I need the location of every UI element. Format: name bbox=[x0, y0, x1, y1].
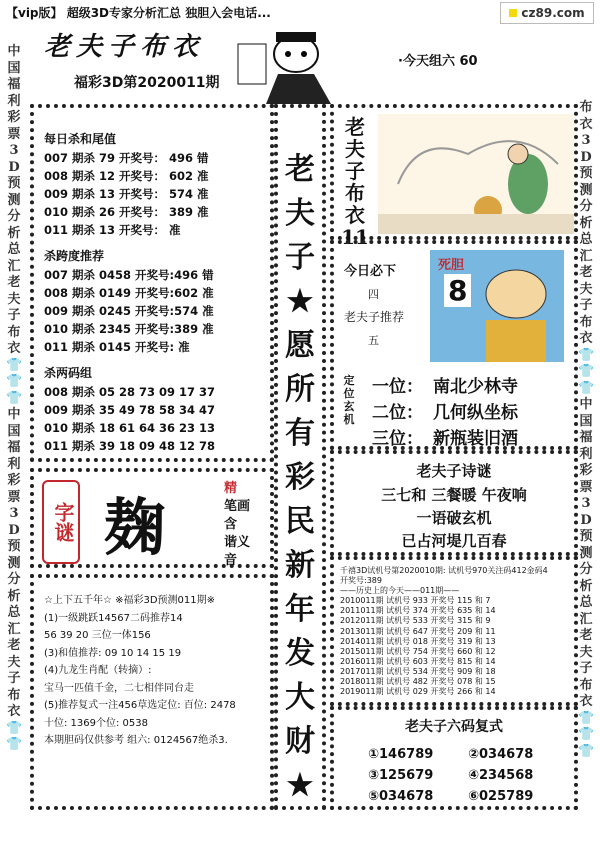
today-panel bbox=[330, 240, 578, 450]
side-char: 👕 bbox=[578, 380, 595, 396]
side-char: 彩 bbox=[7, 473, 21, 488]
history-block bbox=[340, 566, 548, 697]
side-char: 👕 bbox=[6, 737, 23, 752]
side-char: 子 bbox=[7, 671, 21, 686]
predict-line: (1)一级跳跃14567二码推荐14 bbox=[44, 612, 183, 624]
side-char: 3 bbox=[9, 143, 19, 158]
riddle-char: 麹 bbox=[104, 491, 167, 564]
side-char: 中 bbox=[7, 44, 21, 59]
side-char: 👕 bbox=[6, 390, 23, 406]
position-label bbox=[342, 374, 356, 426]
side-char: 析 bbox=[7, 225, 21, 241]
side-char: 子 bbox=[579, 298, 593, 313]
side-char: 国 bbox=[7, 423, 21, 439]
side-char: 👕 bbox=[578, 710, 595, 726]
side-char: 布 bbox=[579, 677, 593, 693]
side-char: 老 bbox=[579, 265, 593, 280]
position-label-char: 定 bbox=[343, 374, 355, 387]
combo-note: ·今天组六 60 bbox=[398, 54, 478, 69]
history-row: 2010011期 试机号 933 开奖号 115 和 7 bbox=[340, 596, 491, 606]
position-row bbox=[372, 400, 518, 426]
slogan-char: 大 bbox=[285, 680, 315, 715]
side-char: 👕 bbox=[578, 364, 595, 379]
history-rows bbox=[340, 596, 548, 697]
side-char: D bbox=[580, 149, 592, 165]
side-char: 子 bbox=[7, 308, 21, 323]
predict-panel bbox=[30, 574, 274, 810]
position-value: 几何纵坐标 bbox=[433, 403, 518, 423]
poem-panel bbox=[330, 450, 578, 556]
side-char: 👕 bbox=[6, 357, 23, 373]
sec2-title: 杀跨度推荐 bbox=[44, 249, 105, 263]
position-row bbox=[372, 374, 518, 400]
side-char: 3 bbox=[9, 506, 19, 521]
comic-scene-icon bbox=[378, 114, 574, 234]
recommend-val: 五 bbox=[368, 334, 379, 347]
position-label-char: 玄 bbox=[343, 400, 355, 413]
kill-row: 011 期杀 13 开奖号： 准 bbox=[44, 223, 181, 237]
predict-line: 宝马一匹值千金，二七相伴同台走 bbox=[44, 682, 194, 694]
side-char: D bbox=[8, 522, 20, 538]
history-head: 千禧3D试机号第2020010期: 试机号970关注码412金码4 bbox=[340, 566, 548, 575]
riddle-word: 精 bbox=[224, 481, 238, 496]
predict-line: (5)推荐复式一注456草选定位: 百位: 2478 bbox=[44, 700, 236, 711]
riddle-word: 谐 bbox=[224, 535, 238, 550]
side-char: 票 bbox=[579, 479, 593, 495]
cartoon-figure-icon bbox=[236, 24, 356, 104]
side-char: 测 bbox=[7, 555, 21, 571]
predict-list bbox=[44, 592, 236, 750]
slogan-char: 夫 bbox=[285, 196, 315, 231]
side-char: 预 bbox=[7, 539, 21, 554]
six-grid bbox=[368, 744, 568, 807]
side-char: 布 bbox=[579, 314, 593, 330]
riddle-words bbox=[224, 480, 250, 570]
side-char: 预 bbox=[579, 166, 593, 181]
side-char: 测 bbox=[7, 192, 21, 208]
span-row: 009 期杀 0245 开奖号:574 准 bbox=[44, 304, 214, 318]
side-char: D bbox=[8, 159, 20, 175]
position-label-char: 位 bbox=[343, 387, 355, 400]
predict-line: (3)和值推荐: 09 10 14 15 19 bbox=[44, 647, 182, 659]
left-side-text bbox=[6, 44, 22, 754]
position-value: 新瓶装旧酒 bbox=[433, 429, 518, 449]
history-row: 2014011期 试机号 018 开奖号 319 和 13 bbox=[340, 636, 496, 646]
side-char: 利 bbox=[7, 93, 21, 109]
predict-line: 十位: 1369个位: 0538 bbox=[44, 717, 148, 729]
kill-row: 008 期杀 12 开奖号： 602 准 bbox=[44, 169, 209, 183]
comic-title-char: 11 bbox=[341, 225, 369, 249]
history-row: 2019011期 试机号 029 开奖号 266 和 14 bbox=[340, 687, 496, 697]
span-row: 007 期杀 0458 开奖号:496 错 bbox=[44, 268, 214, 282]
side-char: 福 bbox=[579, 430, 593, 445]
side-char: D bbox=[580, 512, 592, 528]
side-char: 利 bbox=[7, 456, 21, 472]
center-slogan bbox=[278, 148, 322, 808]
riddle-word: 义 bbox=[237, 535, 251, 550]
logo-square-icon bbox=[509, 9, 517, 17]
side-char: 分 bbox=[7, 572, 21, 587]
position-key: 三位： bbox=[372, 429, 423, 449]
predict-line: 本期胆码仅供参考 组六: 0124567绝杀3. bbox=[44, 735, 228, 746]
history-row: 2011011期 试机号 374 开奖号 635 和 14 bbox=[340, 606, 496, 616]
side-char: 👕 bbox=[578, 347, 595, 363]
slogan-char: ★ bbox=[286, 768, 314, 803]
side-char: 中 bbox=[579, 397, 593, 412]
kill-row: 007 期杀 79 开奖号： 496 错 bbox=[44, 151, 209, 165]
side-char: 老 bbox=[7, 275, 21, 290]
side-char: 布 bbox=[579, 100, 593, 115]
riddle-word: 含 bbox=[224, 517, 238, 532]
poem-title: 老夫子诗谜 bbox=[416, 462, 492, 480]
history-row: 2016011期 试机号 603 开奖号 815 和 14 bbox=[340, 656, 496, 666]
side-char: 汇 bbox=[579, 248, 593, 264]
side-char: 分 bbox=[579, 562, 593, 577]
history-row: 2012011期 试机号 533 开奖号 315 和 9 bbox=[340, 616, 491, 626]
history-row: 2013011期 试机号 647 开奖号 209 和 11 bbox=[340, 626, 496, 636]
side-char: 利 bbox=[579, 446, 593, 462]
comic-title-char: 夫 bbox=[345, 137, 365, 161]
position-key: 二位： bbox=[372, 403, 423, 423]
poem-line: 已占河堤几百春 bbox=[401, 532, 507, 550]
side-char: 夫 bbox=[7, 291, 21, 307]
side-char: 夫 bbox=[7, 654, 21, 670]
position-rows bbox=[372, 374, 518, 452]
site-logo[interactable] bbox=[500, 2, 594, 24]
span-row: 008 期杀 0149 开奖号:602 准 bbox=[44, 286, 214, 300]
side-char: 析 bbox=[579, 215, 593, 231]
slogan-char: 所 bbox=[285, 372, 315, 407]
site-logo-text: cz89.com bbox=[521, 6, 585, 20]
side-char: 预 bbox=[579, 529, 593, 544]
riddle-word: 音 bbox=[224, 553, 238, 568]
slogan-char: 愿 bbox=[285, 328, 315, 363]
comic-title-char: 老 bbox=[345, 115, 365, 139]
banner-text: 【vip版】 超级3D专家分析汇总 独胆入会电话... bbox=[6, 6, 271, 20]
slogan-char: ★ bbox=[286, 284, 314, 319]
side-char: 国 bbox=[579, 413, 593, 429]
slogan-char: 有 bbox=[285, 416, 315, 451]
side-char: 3 bbox=[581, 496, 591, 511]
riddle-seal: 字谜 bbox=[42, 480, 80, 564]
six-code-item: ⑤034678 bbox=[368, 789, 434, 804]
side-char: 老 bbox=[579, 628, 593, 643]
slogan-char: 财 bbox=[285, 724, 315, 759]
side-char: 汇 bbox=[7, 258, 21, 274]
comic-title bbox=[340, 116, 370, 248]
history-panel bbox=[330, 556, 578, 706]
kill-row: 010 期杀 26 开奖号： 389 准 bbox=[44, 205, 209, 219]
predict-line: (4)九龙生肖配（转摘）: bbox=[44, 665, 152, 676]
comic-panel bbox=[330, 104, 578, 249]
position-value: 南北少林寺 bbox=[433, 377, 518, 397]
side-char: 衣 bbox=[579, 331, 593, 346]
side-char: 汇 bbox=[7, 621, 21, 637]
brand-title: 老夫子布衣 bbox=[44, 32, 205, 62]
side-char: 中 bbox=[7, 407, 21, 422]
comic-title-char: 子 bbox=[345, 159, 365, 183]
side-char: 夫 bbox=[579, 644, 593, 660]
predict-line: 56 39 20 三位一体156 bbox=[44, 630, 151, 641]
riddle-panel bbox=[30, 468, 274, 568]
poem-line: 一语破玄机 bbox=[416, 509, 492, 527]
side-char: 👕 bbox=[578, 743, 595, 759]
side-char: 👕 bbox=[6, 374, 23, 389]
side-char: 3 bbox=[581, 133, 591, 148]
side-char: 分 bbox=[579, 199, 593, 214]
sec2-list bbox=[44, 266, 215, 356]
comic-title-char: 布 bbox=[345, 181, 365, 205]
slogan-char: 彩 bbox=[285, 460, 315, 495]
today-val1: 四 bbox=[368, 288, 379, 301]
span-row: 011 期杀 0145 开奖号: 准 bbox=[44, 340, 190, 354]
position-label-char: 机 bbox=[343, 413, 355, 426]
dead-num: 8 bbox=[444, 274, 471, 307]
slogan-char: 民 bbox=[285, 504, 315, 539]
slogan-char: 子 bbox=[285, 240, 315, 275]
sec1-list bbox=[44, 149, 215, 239]
side-char: 老 bbox=[7, 638, 21, 653]
side-char: 票 bbox=[7, 489, 21, 505]
history-row: 2018011期 试机号 482 开奖号 078 和 15 bbox=[340, 677, 496, 687]
side-char: 布 bbox=[7, 687, 21, 703]
pair-row: 008 期杀 05 28 73 09 17 37 bbox=[44, 385, 216, 399]
six-code-item: ⑥025789 bbox=[468, 789, 534, 804]
side-char: 总 bbox=[7, 242, 21, 257]
side-char: 总 bbox=[579, 232, 593, 247]
pair-row: 010 期杀 18 61 64 36 23 13 bbox=[44, 421, 216, 435]
center-slogan-panel bbox=[274, 104, 326, 810]
side-char: 福 bbox=[7, 440, 21, 455]
comic-title-char: 衣 bbox=[345, 203, 365, 227]
side-char: 测 bbox=[579, 182, 593, 198]
kill-panel bbox=[30, 104, 274, 462]
side-char: 票 bbox=[7, 126, 21, 142]
history-row: 2017011期 试机号 534 开奖号 909 和 18 bbox=[340, 666, 496, 676]
side-char: 析 bbox=[579, 578, 593, 594]
side-char: 分 bbox=[7, 209, 21, 224]
side-char: 析 bbox=[7, 588, 21, 604]
side-char: 👕 bbox=[578, 727, 595, 742]
top-banner bbox=[0, 0, 600, 24]
side-char: 衣 bbox=[579, 694, 593, 709]
side-char: 汇 bbox=[579, 611, 593, 627]
kill-row: 009 期杀 13 开奖号： 574 准 bbox=[44, 187, 209, 201]
side-char: 国 bbox=[7, 60, 21, 76]
sec3-title: 杀两码组 bbox=[44, 366, 93, 380]
slogan-char: 年 bbox=[285, 592, 315, 627]
position-row bbox=[372, 426, 518, 452]
side-char: 衣 bbox=[7, 704, 21, 719]
side-char: 总 bbox=[579, 595, 593, 610]
six-code-item: ②034678 bbox=[468, 747, 534, 762]
six-code-item: ④234568 bbox=[468, 768, 534, 783]
predict-line: ☆上下五千年☆ ※福彩3D预测011期※ bbox=[44, 595, 216, 606]
slogan-char: 新 bbox=[285, 548, 315, 583]
span-row: 010 期杀 2345 开奖号:389 准 bbox=[44, 322, 214, 336]
side-char: 彩 bbox=[7, 110, 21, 125]
position-key: 一位： bbox=[372, 377, 423, 397]
slogan-char: 老 bbox=[285, 152, 315, 187]
sec3-list bbox=[44, 383, 215, 455]
today-label: 今日必下 bbox=[344, 264, 397, 279]
history-row: 2015011期 试机号 754 开奖号 660 和 12 bbox=[340, 646, 496, 656]
dead-label: 死胆 bbox=[438, 258, 465, 273]
side-char: 预 bbox=[7, 176, 21, 191]
riddle-word: 笔 bbox=[224, 499, 238, 514]
pair-row: 009 期杀 35 49 78 58 34 47 bbox=[44, 403, 216, 417]
six-code-panel bbox=[330, 706, 578, 810]
side-char: 测 bbox=[579, 545, 593, 561]
side-char: 彩 bbox=[579, 463, 593, 478]
poem-lines bbox=[334, 484, 574, 553]
pair-row: 011 期杀 39 18 09 48 12 78 bbox=[44, 439, 216, 453]
riddle-word: 画 bbox=[237, 499, 251, 514]
side-char: 衣 bbox=[579, 116, 593, 132]
history-head: ——历史上的今天——011期—— bbox=[340, 586, 460, 596]
side-char: 子 bbox=[579, 661, 593, 676]
side-char: 👕 bbox=[6, 720, 23, 736]
poem-line: 三七和 三餐暖 午夜响 bbox=[381, 486, 527, 504]
side-char: 夫 bbox=[579, 281, 593, 297]
side-char: 布 bbox=[7, 324, 21, 340]
side-char: 衣 bbox=[7, 341, 21, 356]
issue-line: 福彩3D第2020011期 bbox=[74, 75, 220, 91]
right-side-text bbox=[578, 100, 594, 760]
side-char: 福 bbox=[7, 77, 21, 92]
slogan-char: 发 bbox=[285, 636, 315, 671]
recommend-label: 老夫子推荐 bbox=[344, 310, 405, 324]
six-code-item: ①146789 bbox=[368, 747, 434, 762]
six-code-item: ③125679 bbox=[368, 768, 434, 783]
history-head: 开奖号:389 bbox=[340, 576, 382, 586]
side-char: 总 bbox=[7, 605, 21, 620]
sec1-title: 每日杀和尾值 bbox=[44, 132, 117, 146]
six-title: 老夫子六码复式 bbox=[405, 719, 503, 735]
